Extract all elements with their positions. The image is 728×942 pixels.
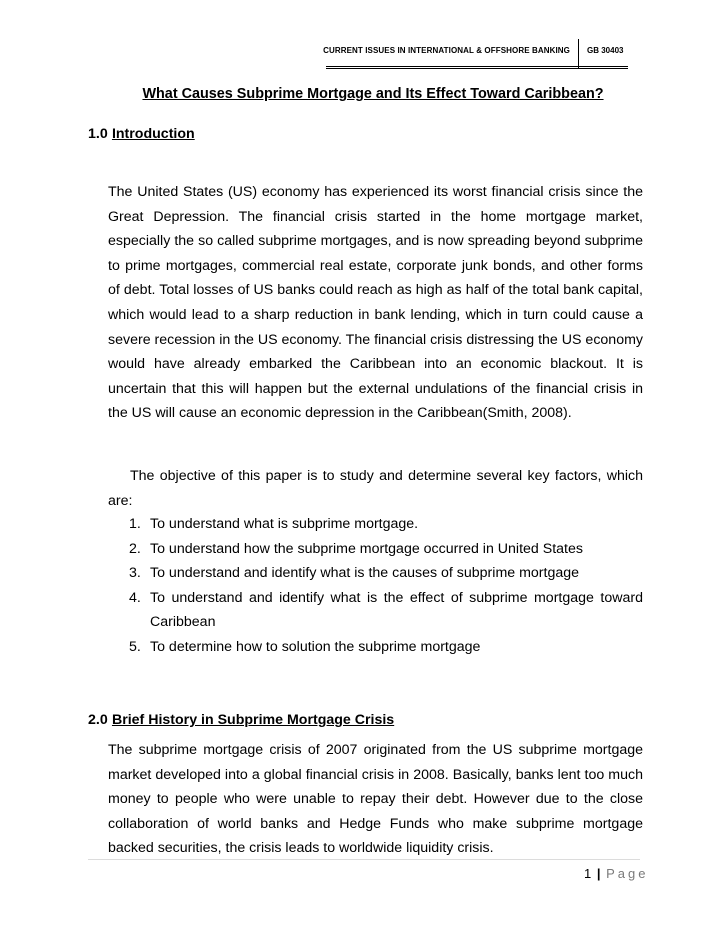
- header-separator: [578, 39, 579, 69]
- list-item-text: To understand what is subprime mortgage.: [150, 516, 419, 532]
- history-paragraph: The subprime mortgage crisis of 2007 originated from the US subprime mortgage market developed into a global financial crisis in 2008. Basically, banks lent too much money to people who were unable to repay their debt. However due to the close collaboration of world banks and Hedge Funds who make subprime mortgage backed securities, the crisis leads to worldwide liquidity crisis.: [108, 742, 643, 857]
- list-item: [108, 537, 643, 562]
- list-item-number: 3.: [129, 565, 141, 582]
- list-item-number: 1.: [129, 516, 141, 532]
- section-1-title: Introduction: [111, 126, 195, 142]
- introduction-paragraph: The United States (US) economy has experienced its worst financial crisis since the Great Depression. The financial crisis started in the home mortgage market, especially the so called subprime mortgages, and is now spreading beyond subprime to prime mortgages, commercial real estate, corporate junk bonds, and other forms of debt. Total losses of US banks could reach as high as half of the total bank capital, which would lead to a sharp reduction in bank lending, which in turn could cause a severe recession in the US economy. The financial crisis distressing the US economy would have already embarked the Caribbean into an economic blackout. It is uncertain that this will happen but the external undulations of the financial crisis in the US will cause an economic depression in the Caribbean(Smith, 2008).: [108, 184, 643, 422]
- section-2-number: 2.0: [88, 712, 108, 728]
- list-item-text: To understand and identify what is the effect of subprime mortgage toward Caribbean: [150, 589, 643, 631]
- objectives-list: [108, 512, 643, 660]
- list-item: [108, 586, 643, 635]
- document-title: What Causes Subprime Mortgage and Its Effect Toward Caribbean?: [142, 86, 604, 102]
- page-header: [0, 35, 728, 69]
- list-item: [108, 635, 643, 660]
- footer-rule: [88, 859, 640, 860]
- list-item-number: 2.: [129, 540, 141, 557]
- header-course-title: CURRENT ISSUES IN INTERNATIONAL & OFFSHORE BANKING: [323, 46, 570, 55]
- section-1-heading: [88, 126, 195, 142]
- list-item-number: 4.: [129, 589, 141, 606]
- list-item: [108, 512, 643, 537]
- section-2-heading: [88, 712, 394, 728]
- page-label: Page: [606, 866, 649, 881]
- list-item-text: To understand and identify what is the causes of subprime mortgage: [150, 565, 580, 582]
- section-2-title: Brief History in Subprime Mortgage Crisis: [111, 712, 395, 728]
- objective-intro: The objective of this paper is to study and determine several key factors, which are:: [108, 468, 643, 509]
- page-number: 1: [584, 866, 592, 881]
- list-item-text: To understand how the subprime mortgage occurred in United States: [150, 540, 583, 557]
- section-1-number: 1.0: [88, 126, 108, 142]
- header-rule: [326, 66, 628, 69]
- list-item-text: To determine how to solution the subprime mortgage: [150, 638, 481, 655]
- list-item-number: 5.: [129, 638, 141, 655]
- page-footer: [584, 866, 649, 881]
- page-separator: |: [596, 866, 601, 881]
- header-course-code: GB 30403: [587, 46, 624, 55]
- list-item: [108, 561, 643, 586]
